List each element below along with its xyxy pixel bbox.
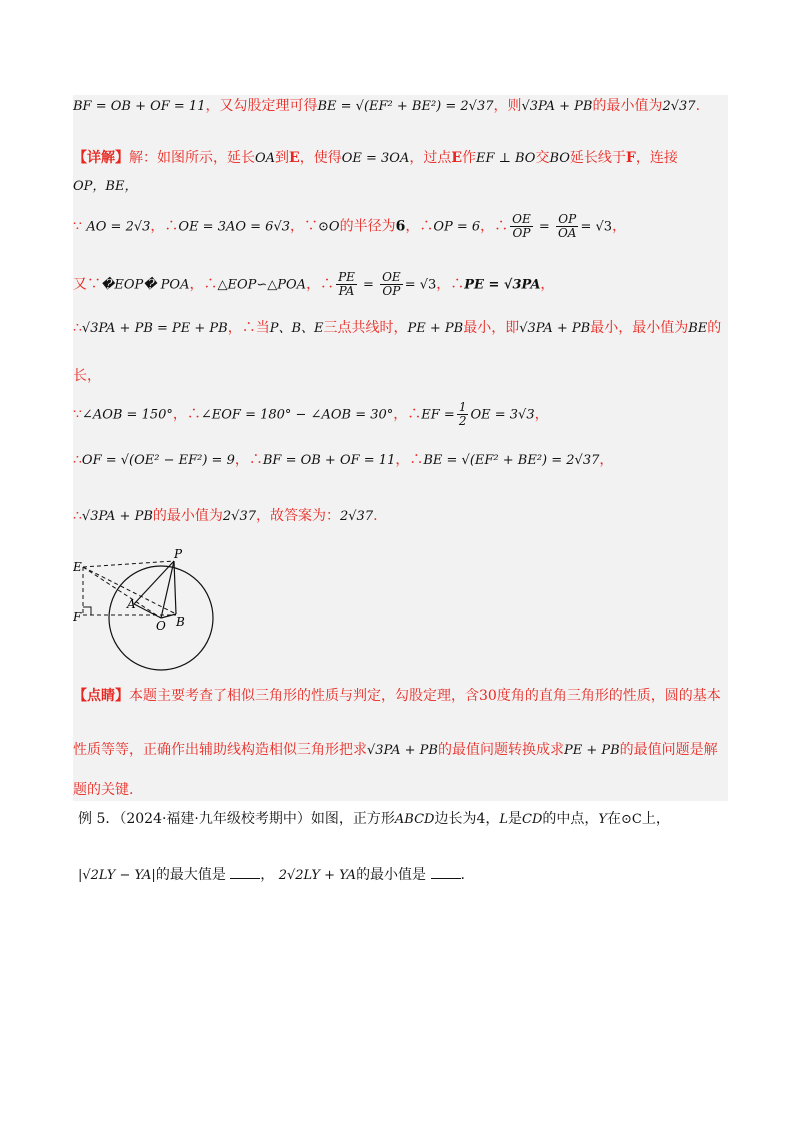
label-o: O (156, 619, 166, 633)
comment-line-1: 【点睛】本题主要考查了相似三角形的性质与判定，勾股定理，含30度角的直角三角形的性质，圆的基本 (73, 688, 721, 704)
segment-ao (134, 604, 161, 618)
segment-pa (134, 561, 174, 604)
solution-line-5: ∴√3PA + PB = PE + PB，∴当P、B、E三点共线时，PE + PB最小，即√3PA + PB最小，最小值为BE的 (73, 320, 722, 336)
label-b: B (176, 615, 185, 629)
fraction: $\frac{PE}{PA}$ (338, 270, 355, 298)
answer-blank-2[interactable] (431, 864, 461, 879)
label-a: A (127, 597, 136, 611)
solution-line-7: ∵∠AOB = 150°，∴∠EOF = 180° − ∠AOB = 30°，∴EF = $\frac{1}{2}$ OE = 3√3， (73, 400, 549, 428)
detail-line-2: OP，BE， (73, 179, 138, 194)
solution-line-8: ∴OF = √(OE² − EF²) = 9，∴BF = OB + OF = 11，∴BE = √(EF² + BE²) = 2√37， (73, 452, 614, 468)
formula: BF = OB + OF = 11 (73, 99, 206, 114)
fraction: $\frac{OE}{OP}$ (512, 212, 531, 240)
comment-line-3: 题的关键. (73, 782, 134, 798)
right-angle-mark (83, 607, 91, 615)
detail-tag: 【详解】 (73, 150, 129, 166)
label-p: P (174, 548, 183, 561)
solution-line-3: ∵ AO = 2√3，∴OE = 3AO = 6√3，∵⊙O的半径为6，∴OP = 6，∴ $\frac{OE}{OP}$ = $\frac{OP}{OA}$ = √3， (73, 212, 627, 240)
solution-line-9: ∴√3PA + PB的最小值为2√37，故答案为：2√37. (73, 508, 378, 524)
formula: √3PA + PB (521, 99, 593, 114)
segment-eo (83, 567, 161, 618)
formula: BE = √(EF² + BE²) = 2√37 (317, 99, 494, 114)
detail-line-1: 【详解】解：如图所示，延长OA到E，使得OE = 3OA，过点E作EF ⊥ BO交BO延长线于F，连接 (73, 150, 678, 166)
answer-blank-1[interactable] (230, 864, 260, 879)
fraction: $\frac{OE}{OP}$ (382, 270, 401, 298)
solution-line-6: 长， (73, 368, 101, 384)
comment-line-2: 性质等等，正确作出辅助线构造相似三角形把求√3PA + PB的最值问题转换成求PE + PB的最值问题是解 (73, 742, 718, 758)
solution-panel (73, 95, 728, 801)
fraction: $\frac{OP}{OA}$ (557, 212, 577, 240)
solution-line-4: 又∵�EOP� POA，∴△EOP∽△POA，∴ $\frac{PE}{PA}$ = $\frac{OE}{OP}$ = √3，∴PE = √3PA， (73, 270, 555, 298)
segment-pb (174, 561, 176, 614)
fraction: $\frac{1}{2}$ (458, 400, 467, 428)
solution-line-1: BF = OB + OF = 11，又勾股定理可得BE = √(EF² + BE²) = 2√37，则√3PA + PB的最小值为2√37. (73, 98, 701, 114)
formula: 2√37 (662, 99, 696, 114)
comment-tag: 【点睛】 (73, 688, 129, 704)
example-5-line-1: 例 5．（2024·福建·九年级校考期中）如图，正方形ABCD边长为4，L是CD的中点，Y在⊙C上， (78, 811, 670, 827)
example-5-line-2: |√2LY − YA|的最大值是 ， 2√2LY + YA的最小值是 . (78, 864, 465, 887)
geometry-diagram (73, 548, 233, 673)
label-f: F (73, 610, 82, 624)
label-e: E (73, 560, 82, 574)
